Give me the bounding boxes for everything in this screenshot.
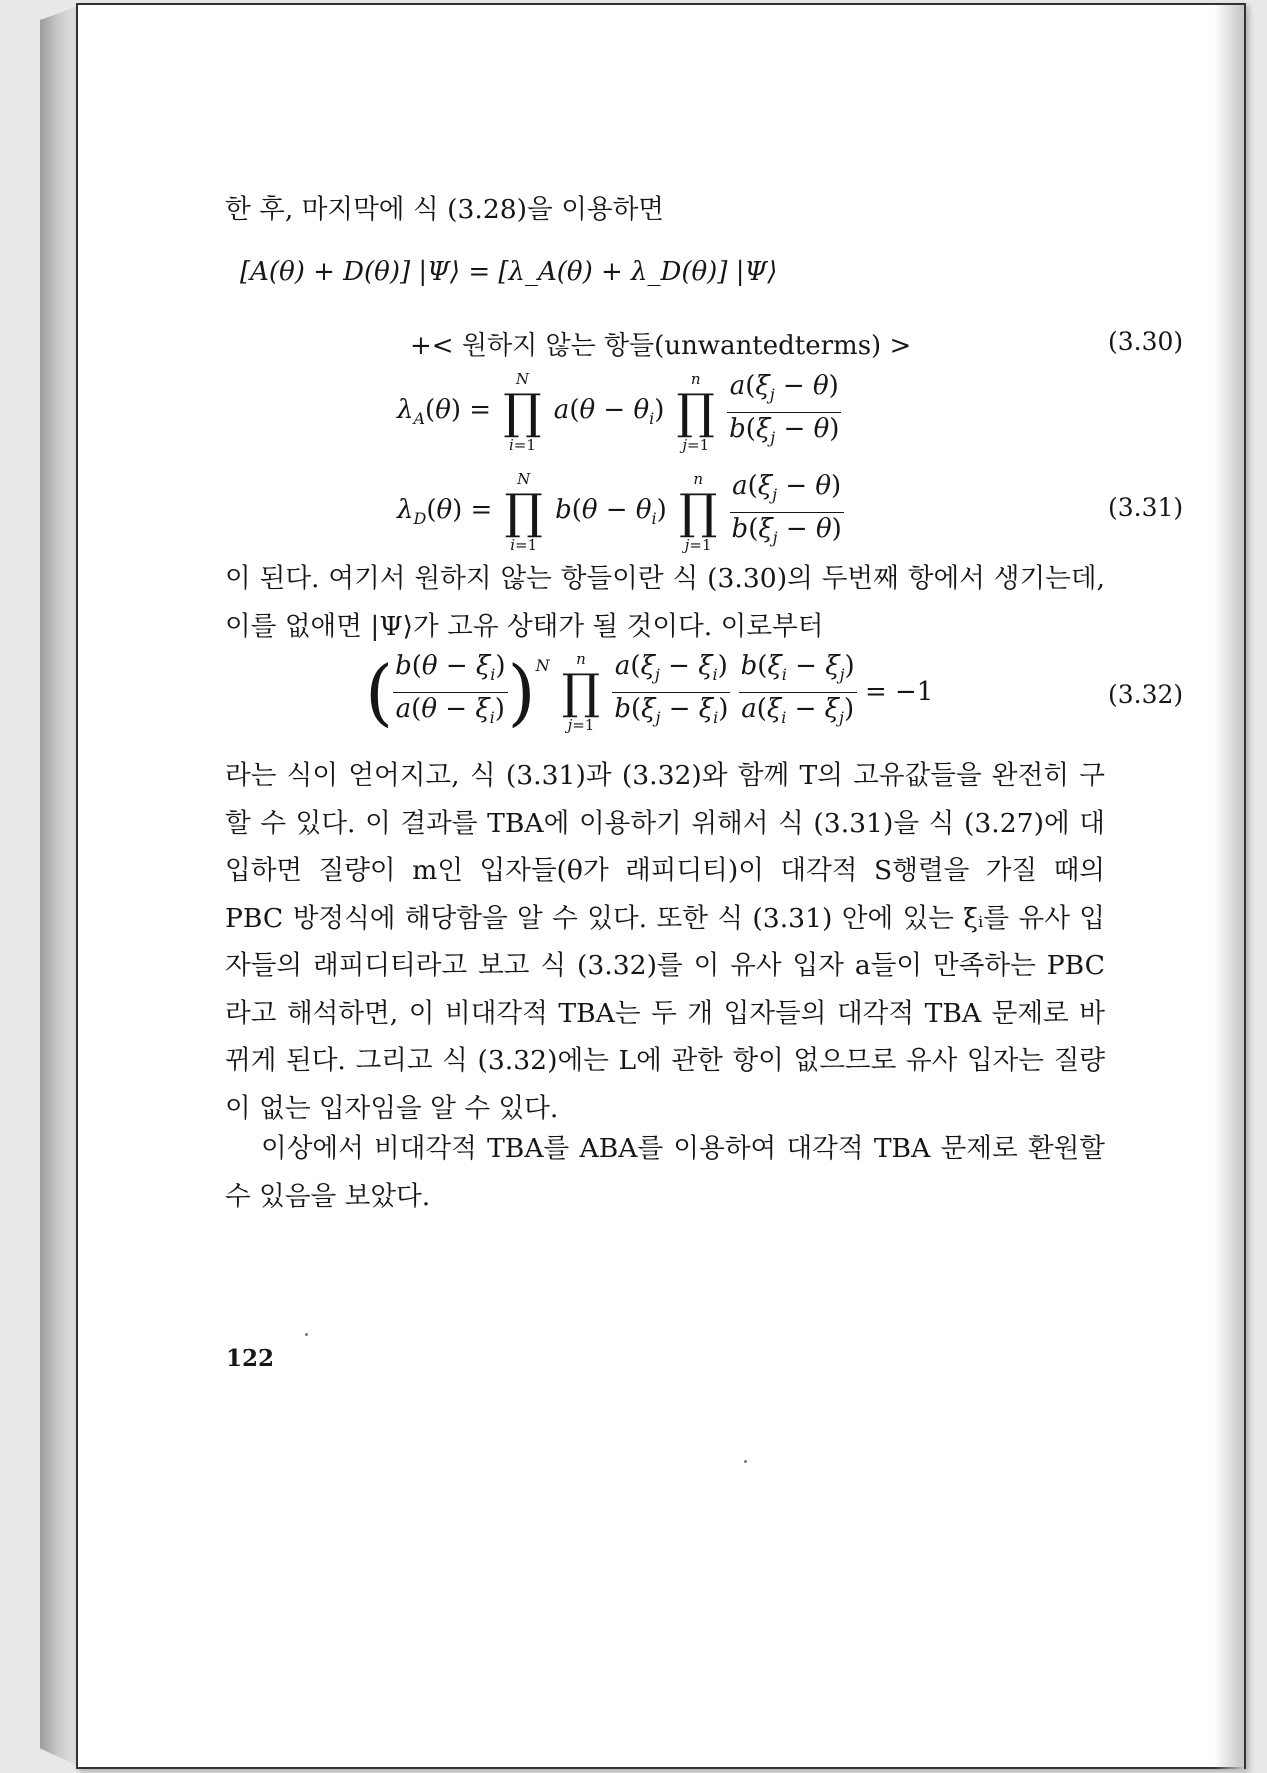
page-gutter-shadow xyxy=(1214,5,1244,1771)
speck-mark xyxy=(744,1460,747,1463)
equation-lambda-d: $\lambda_D(\theta)$ = N ∏ i=1 $b(\theta - \theta_i)$ n ∏ j=1 $\frac{a(\xi_j - \theta)}{b(\xi_j - \theta)}$ xyxy=(397,470,842,554)
product-symbol: n ∏ j=1 xyxy=(676,370,715,454)
product-symbol: n ∏ j=1 xyxy=(679,470,718,554)
equation-3-30-line2-text: +< 원하지 않는 항들(unwantedterms) > xyxy=(410,331,912,361)
fraction: $\frac{a(\xi_j - \theta)}{b(\xi_j - \theta)}$ xyxy=(729,371,840,447)
product-symbol: N ∏ i=1 xyxy=(503,370,542,454)
equation-3-30-line1-text: [A(θ) + D(θ)] |Ψ⟩ = [λ_A(θ) + λ_D(θ)] |Ψ⟩ xyxy=(240,257,778,287)
equation-3-32: ( $\frac{b(\theta - \xi_i)}{a(\theta - \xi_i)}$ )$^N$ n ∏ j=1 $\frac{a(\xi_j - \xi_i)}{b(\xi_j - \xi_i)}$ $\frac{b(\xi_i - \xi_j)}{a(\xi_i - \xi_j)}$ = −1 xyxy=(365,650,934,734)
product-symbol: N ∏ i=1 xyxy=(504,470,543,554)
equation-3-30-line1 xyxy=(240,257,777,287)
fraction: $\frac{a(\xi_j - \theta)}{b(\xi_j - \theta)}$ xyxy=(731,471,842,547)
fraction: $\frac{a(\xi_j - \xi_i)}{b(\xi_j - \xi_i)}$ xyxy=(614,651,729,727)
book-spine-edge xyxy=(40,6,78,1766)
equation-3-32-rhs: = −1 xyxy=(864,677,934,707)
equation-number-3-32: (3.32) xyxy=(1108,680,1184,709)
fraction: $\frac{b(\theta - \xi_i)}{a(\theta - \xi_i)}$ xyxy=(395,651,506,727)
page-number: 122 xyxy=(226,1345,275,1372)
paragraph-intro: 한 후, 마지막에 식 (3.28)을 이용하면 xyxy=(225,194,664,225)
product-symbol: n ∏ j=1 xyxy=(561,650,601,734)
speck-mark xyxy=(305,1333,308,1336)
paragraph-conclusion: 이상에서 비대각적 TBA를 ABA를 이용하여 대각적 TBA 문제로 환원할 수 있음을 보았다. xyxy=(225,1133,1105,1212)
paragraph-eigenvalues: 라는 식이 얻어지고, 식 (3.31)과 (3.32)와 함께 T의 고유값들을 완전히 구할 수 있다. 이 결과를 TBA에 이용하기 위해서 식 (3.31)을 식 (3.27)에 대입하면 질량이 m인 입자들(θ가 래피디티)이 대각적 S행렬을 가질 때의 PBC 방정식에 해당함을 알 수 있다. 또한 식 (3.31) 안에 있는 ξᵢ를 유사 입자들의 래피디티라고 보고 식 (3.32)를 이 유사 입자 a들이 만족하는 PBC라고 해석하면, 이 비대각적 TBA는 두 개 입자들의 대각적 TBA 문제로 바뀌게 된다. 그리고 식 (3.32)에는 L에 관한 항이 없으므로 유사 입자는 질량이 없는 입자임을 알 수 있다. xyxy=(225,760,1105,1124)
paragraph-unwanted-terms: 이 된다. 여기서 원하지 않는 항들이란 식 (3.30)의 두번째 항에서 생기는데, 이를 없애면 |Ψ⟩가 고유 상태가 될 것이다. 이로부터 xyxy=(225,563,1105,642)
equation-number-3-30: (3.30) xyxy=(1108,327,1184,356)
equation-lambda-a: $\lambda_A(\theta)$ = N ∏ i=1 $a(\theta - \theta_i)$ n ∏ j=1 $\frac{a(\xi_j - \theta)}{b(\xi_j - \theta)}$ xyxy=(397,370,840,454)
equation-3-30-line2 xyxy=(410,325,911,362)
equation-number-3-31: (3.31) xyxy=(1108,493,1184,522)
fraction: $\frac{b(\xi_i - \xi_j)}{a(\xi_i - \xi_j)}$ xyxy=(740,651,855,727)
